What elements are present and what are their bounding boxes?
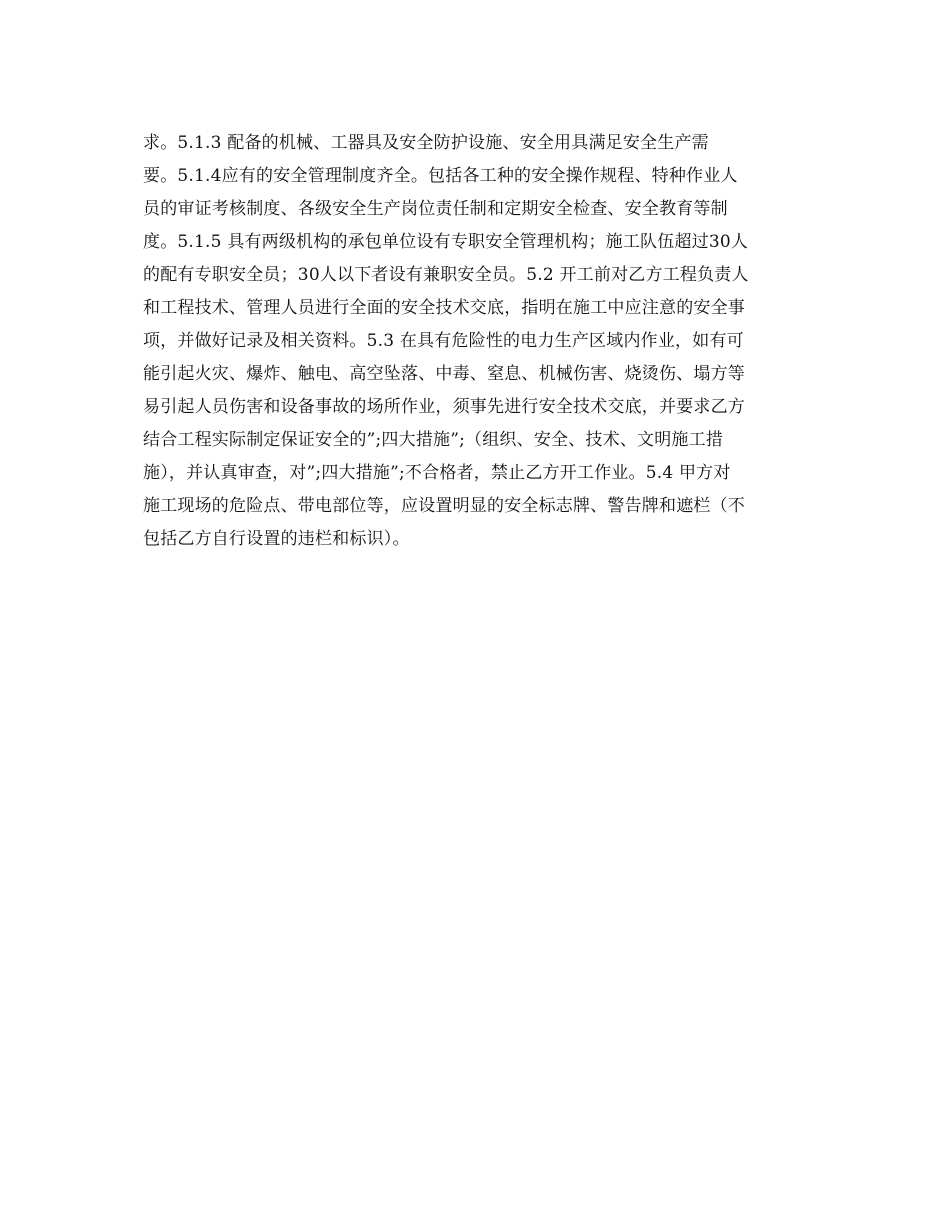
text-line: 和工程技术、管理人员进行全面的安全技术交底，指明在施工中应注意的安全事 [143,298,745,318]
text-line: 施工现场的危险点、带电部位等，应设置明显的安全标志牌、警告牌和遮栏（不 [143,496,745,516]
text-line: 施），并认真审查，对”;四大措施”;不合格者，禁止乙方开工作业。5.4 甲方对 [143,463,731,483]
text-line: 员的审证考核制度、各级安全生产岗位责任制和定期安全检查、安全教育等制 [143,199,728,219]
text-line: 要。5.1.4应有的安全管理制度齐全。包括各工种的安全操作规程、特种作业人 [143,166,738,186]
text-line: 项，并做好记录及相关资料。5.3 在具有危险性的电力生产区域内作业，如有可 [143,331,744,351]
text-line: 易引起人员伤害和设备事故的场所作业，须事先进行安全技术交底，并要求乙方 [143,397,745,417]
text-line: 度。5.1.5 具有两级机构的承包单位设有专职安全管理机构；施工队伍超过30人 [143,232,749,252]
text-line: 求。5.1.3 配备的机械、工器具及安全防护设施、安全用具满足安全生产需 [143,133,709,153]
text-line: 包括乙方自行设置的违栏和标识）。 [143,529,410,549]
document-body [143,127,813,556]
text-line: 能引起火灾、爆炸、触电、高空坠落、中毒、窒息、机械伤害、烧烫伤、塌方等 [143,364,745,384]
text-line: 结合工程实际制定保证安全的”;四大措施”;（组织、安全、技术、文明施工措 [143,430,724,450]
text-line: 的配有专职安全员；30人以下者设有兼职安全员。5.2 开工前对乙方工程负责人 [143,265,749,285]
